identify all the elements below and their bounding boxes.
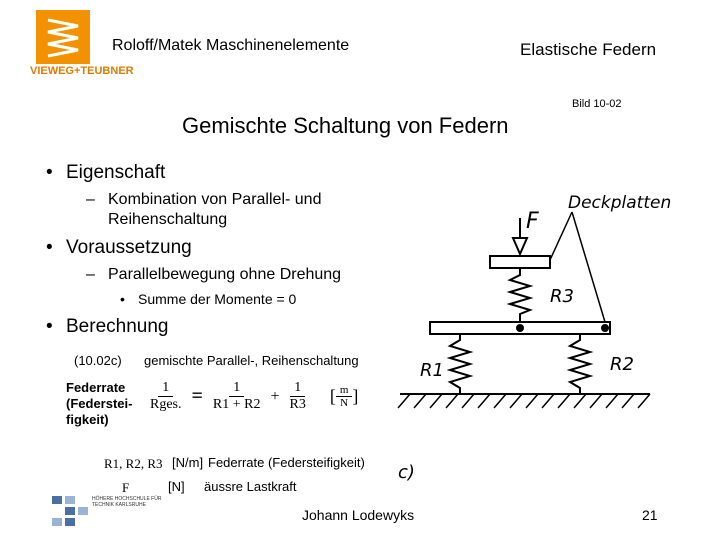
spring-diagram: [390, 180, 690, 490]
publisher-logo-text: VIEWEG+TEUBNER: [30, 65, 134, 77]
bullet-dot-icon: •: [46, 316, 53, 337]
bullet-text: Berechnung: [66, 316, 169, 337]
university-logo-icon: [52, 494, 88, 528]
sub-bullet-kombination: [86, 190, 321, 230]
bullet-berechnung: [46, 316, 168, 338]
bullet-voraussetzung: [46, 237, 192, 259]
unit-bracket: [ $\frac{m}{N}$ ]: [329, 384, 359, 409]
plates-label: Deckplatten: [568, 193, 672, 213]
formula-label: Federrate (Federstei- figkeit): [66, 380, 133, 427]
footer-author: Johann Lodewyks: [302, 507, 415, 523]
publisher-logo: [36, 10, 90, 64]
legend-f-symbol: F: [122, 480, 130, 495]
plate-pivot-right: [602, 325, 608, 331]
r2-label: R2: [610, 354, 634, 375]
sub-bullet-text: Parallelbewegung ohne Drehung: [108, 266, 342, 283]
slide-title: Gemischte Schaltung von Federn: [182, 113, 509, 138]
dash-icon: –: [86, 191, 95, 208]
legend-r-symbol: R1, R2, R3: [104, 456, 163, 471]
spring-r3: [510, 268, 530, 322]
equals-sign: =: [191, 385, 203, 407]
formula-equation: [146, 380, 358, 413]
bullet-text: Voraussetzung: [66, 237, 192, 258]
sub-sub-bullet-momente: [120, 291, 296, 307]
legend-r-desc: Federrate (Federsteifigkeit): [208, 455, 365, 470]
sub-bullet-text-line2: Reihenschaltung: [108, 211, 228, 228]
legend-f-unit: [N]: [168, 479, 185, 494]
r3-label: R3: [550, 286, 574, 307]
sub-sub-bullet-text: Summe der Momente = 0: [138, 291, 297, 307]
topic-title: Elastische Federn: [520, 40, 657, 59]
bullet-dot-icon: •: [120, 291, 125, 307]
r1-label: R1: [420, 360, 444, 381]
sub-bullet-text-line1: Kombination von Parallel- und: [108, 191, 322, 208]
plus-sign: +: [270, 387, 280, 405]
legend-f-desc: äussre Lastkraft: [204, 479, 297, 494]
legend-r-unit: [N/m]: [172, 455, 204, 470]
fraction-lhs: $\frac{1}{\text{Rges.}}$: [150, 380, 182, 412]
plates-pointer-bottom: [572, 212, 605, 322]
subfigure-label: c): [398, 462, 415, 483]
force-label: F: [526, 209, 539, 234]
plate-pivot-left: [517, 325, 523, 331]
force-arrowhead-icon: [513, 238, 527, 254]
university-text: HÖHERE HOCHSCHULE FÜR TECHNIK KARLSRUHE: [92, 496, 162, 508]
fraction-term1: $\frac{1}{R1 + R2}$: [212, 380, 261, 412]
course-title: Roloff/Matek Maschinenelemente: [112, 37, 350, 54]
plates-pointer-top: [550, 212, 572, 260]
fraction-term2: $\frac{1}{R3}$: [289, 380, 306, 412]
spring-r1: [450, 334, 470, 394]
formula-number: (10.02c): [74, 353, 122, 368]
top-plate: [490, 256, 550, 268]
ground-hatching: [398, 394, 650, 408]
spring-r2: [570, 334, 590, 394]
dash-icon: –: [86, 266, 95, 283]
spring-logo-icon: [36, 10, 90, 64]
figure-reference: Bild 10-02: [572, 98, 622, 110]
page-number: 21: [642, 507, 658, 523]
formula-caption: gemischte Parallel-, Reihenschaltung: [144, 353, 359, 368]
bullet-eigenschaft: [46, 162, 165, 184]
bullet-text: Eigenschaft: [66, 162, 166, 183]
bullet-dot-icon: •: [46, 162, 53, 183]
bullet-dot-icon: •: [46, 237, 53, 258]
sub-bullet-parallelbewegung: [86, 266, 341, 284]
